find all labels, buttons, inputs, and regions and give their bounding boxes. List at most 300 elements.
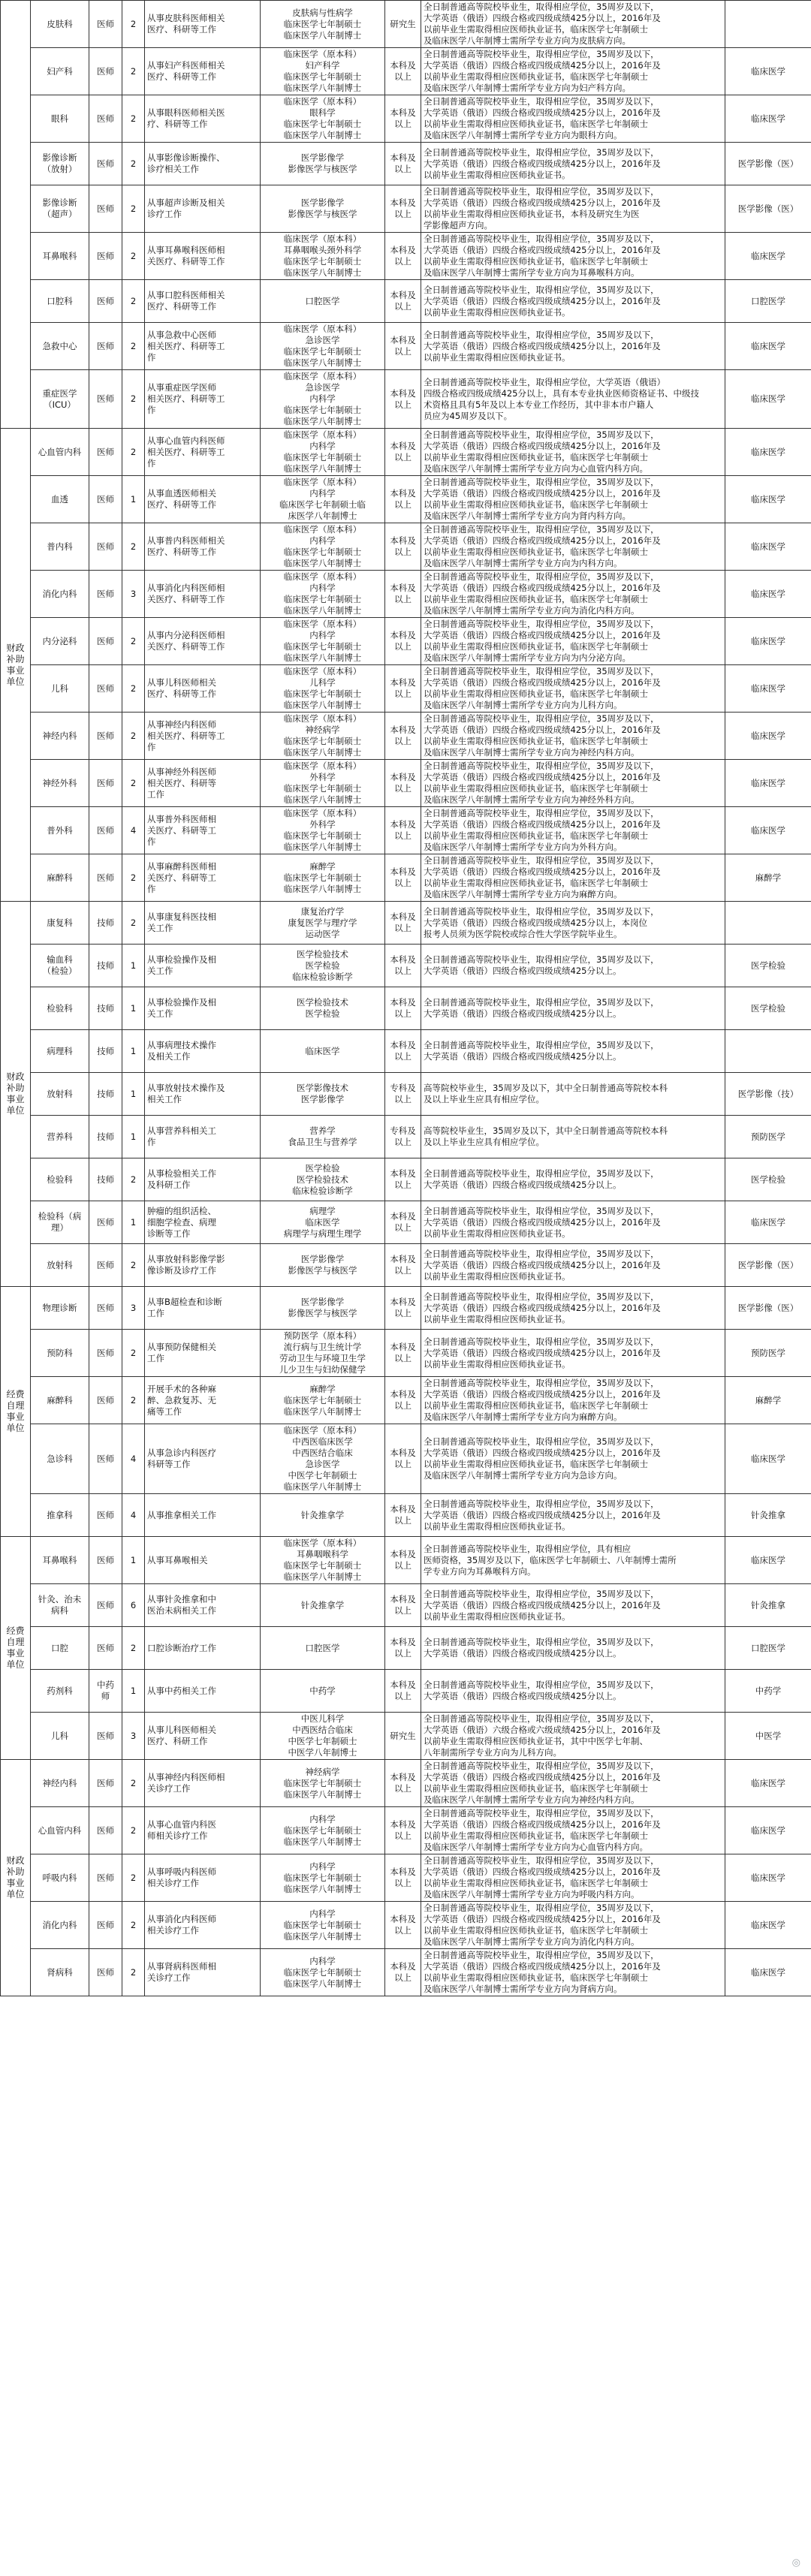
education-cell: 本科及 以上 — [385, 1158, 421, 1201]
qualification-cell: 临床医学 — [725, 713, 811, 760]
dept-cell: 影像诊断 （放射） — [31, 143, 89, 185]
education-cell: 本科及 以上 — [385, 1584, 421, 1627]
education-cell: 本科及 以上 — [385, 665, 421, 713]
count-cell: 2 — [122, 760, 145, 807]
count-cell: 1 — [122, 1670, 145, 1713]
table-row — [1, 1244, 811, 1287]
requirement-cell: 全日制普通高等院校毕业生，取得相应学位，35周岁及以下， 大学英语（俄语）六级合格或六级成绩425分以上，2016年及 以前毕业生需取得相应医师执业证书，其中中医学七年制、 八年制需所学专业方向为儿科方向。 — [421, 1713, 725, 1760]
count-cell: 2 — [122, 1807, 145, 1854]
major-cell: 医学影像学 影像医学与核医学 — [261, 143, 385, 185]
requirement-cell: 全日制普通高等院校毕业生，取得相应学位，35周岁及以下， 大学英语（俄语）四级合格或四级成绩425分以上，2016年及 以前毕业生需取得相应医师执业证书。 — [421, 1584, 725, 1627]
table-row — [1, 665, 811, 713]
education-cell: 本科及 以上 — [385, 143, 421, 185]
major-cell: 临床医学（原本科） 眼科学 临床医学七年制硕士 临床医学八年制博士 — [261, 95, 385, 143]
table-row — [1, 902, 811, 945]
post-cell: 医师 — [89, 665, 122, 713]
duty-cell: 从事呼吸内科医师 相关诊疗工作 — [145, 1854, 261, 1902]
major-cell: 内科学 临床医学七年制硕士 临床医学八年制博士 — [261, 1902, 385, 1949]
dept-cell: 儿科 — [31, 1713, 89, 1760]
post-cell: 医师 — [89, 1537, 122, 1584]
table-row — [1, 1854, 811, 1902]
count-cell: 4 — [122, 1494, 145, 1537]
post-cell: 医师 — [89, 1854, 122, 1902]
duty-cell: 从事眼科医师相关医 疗、科研等工作 — [145, 95, 261, 143]
duty-cell: 从事普外科医师相 关医疗、科研等工 作 — [145, 807, 261, 854]
education-cell: 本科及 以上 — [385, 1201, 421, 1244]
dept-cell: 病理科 — [31, 1030, 89, 1073]
duty-cell: 从事血透医师相关 医疗、科研等工作 — [145, 476, 261, 523]
table-row — [1, 143, 811, 185]
requirement-cell: 全日制普通高等院校毕业生，取得相应学位，35周岁及以下， 大学英语（俄语）四级合格或四级成绩425分以上，2016年及 以前毕业生需取得相应医师执业证书，临床医学七年制硕士 及临床医学八年制博士需所学专业方向为消化内科方向。 — [421, 571, 725, 618]
qualification-cell: 临床医学 — [725, 323, 811, 370]
table-row — [1, 854, 811, 902]
qualification-cell: 临床医学 — [725, 1902, 811, 1949]
qualification-cell: 临床医学 — [725, 618, 811, 665]
requirement-cell: 全日制普通高等院校毕业生，取得相应学位，35周岁及以下， 大学英语（俄语）四级合格或四级成绩425分以上，2016年及 以前毕业生需取得相应医师执业证书，临床医学七年制硕士 及临床医学八年制博士需所学专业方向为皮肤病方向。 — [421, 1, 725, 48]
table-row — [1, 370, 811, 429]
major-cell: 内科学 临床医学七年制硕士 临床医学八年制博士 — [261, 1949, 385, 1996]
duty-cell: 从事消化内科医师相 关医疗、科研等工作 — [145, 571, 261, 618]
education-cell: 研究生 — [385, 1713, 421, 1760]
requirement-cell: 全日制普通高等院校毕业生，取得相应学位，35周岁及以下， 大学英语（俄语）四级合格或四级成绩425分以上，2016年及 以前毕业生需取得相应医师执业证书。 — [421, 280, 725, 323]
post-cell: 医师 — [89, 1, 122, 48]
dept-cell: 神经外科 — [31, 760, 89, 807]
duty-cell: 从事影像诊断操作、 诊疗相关工作 — [145, 143, 261, 185]
dept-cell: 口腔科 — [31, 280, 89, 323]
unit-type-cell: 财政 补助 事业 单位 — [1, 902, 31, 1287]
post-cell: 医师 — [89, 1713, 122, 1760]
requirement-cell: 全日制普通高等院校毕业生，取得相应学位，35周岁及以下， 大学英语（俄语）四级合格或四级成绩425分以上，2016年及 以前毕业生需取得相应医师执业证书。 — [421, 1244, 725, 1287]
count-cell: 2 — [122, 1949, 145, 1996]
requirement-cell: 全日制普通高等院校毕业生，取得相应学位，35周岁及以下， 大学英语（俄语）四级合格或四级成绩425分以上，2016年及 以前毕业生需取得相应医师执业证书，临床医学七年制硕士 及临床医学八年制博士需所学专业方向为神经外科方向。 — [421, 760, 725, 807]
table-row — [1, 1158, 811, 1201]
qualification-cell: 医学影像（医） — [725, 1287, 811, 1330]
qualification-cell: 临床医学 — [725, 571, 811, 618]
qualification-cell: 麻醉学 — [725, 1377, 811, 1424]
post-cell: 中药 师 — [89, 1670, 122, 1713]
duty-cell: 口腔诊断治疗工作 — [145, 1627, 261, 1670]
dept-cell: 消化内科 — [31, 1902, 89, 1949]
duty-cell: 开展手术的各种麻 醉、急救复苏、无 痛等工作 — [145, 1377, 261, 1424]
dept-cell: 康复科 — [31, 902, 89, 945]
major-cell: 临床医学（原本科） 内科学 临床医学七年制硕士临 床医学八年制博士 — [261, 476, 385, 523]
unit-type-cell: 财政 补助 事业 单位 — [1, 429, 31, 902]
education-cell: 本科及 以上 — [385, 1627, 421, 1670]
qualification-cell: 医学影像（医） — [725, 185, 811, 233]
count-cell: 1 — [122, 1201, 145, 1244]
table-body — [1, 1, 811, 1996]
requirement-cell: 高等院校毕业生，35周岁及以下，其中全日制普通高等院校本科 及以上毕业生应具有相应学位。 — [421, 1116, 725, 1158]
count-cell: 2 — [122, 854, 145, 902]
major-cell: 针灸推拿学 — [261, 1494, 385, 1537]
major-cell: 营养学 食品卫生与营养学 — [261, 1116, 385, 1158]
count-cell: 1 — [122, 1030, 145, 1073]
qualification-cell — [725, 1030, 811, 1073]
post-cell: 医师 — [89, 523, 122, 571]
education-cell: 本科及 以上 — [385, 48, 421, 95]
table-row — [1, 323, 811, 370]
education-cell: 本科及 以上 — [385, 1244, 421, 1287]
requirement-cell: 全日制普通高等院校毕业生，取得相应学位，35周岁及以下， 大学英语（俄语）四级合格或四级成绩425分以上，2016年及 以前毕业生需取得相应医师执业证书。 — [421, 1330, 725, 1377]
requirement-cell: 全日制普通高等院校毕业生，取得相应学位，35周岁及以下， 大学英语（俄语）四级合格或四级成绩425分以上，本岗位 报考人员须为医学院校或综合性大学医学院毕业生。 — [421, 902, 725, 945]
qualification-cell: 预防医学 — [725, 1330, 811, 1377]
dept-cell: 普内科 — [31, 523, 89, 571]
qualification-cell: 医学影像（医） — [725, 143, 811, 185]
duty-cell: 从事消化内科医师 相关诊疗工作 — [145, 1902, 261, 1949]
major-cell: 临床医学（原本科） 儿科学 临床医学七年制硕士 临床医学八年制博士 — [261, 665, 385, 713]
dept-cell: 心血管内科 — [31, 429, 89, 476]
qualification-cell: 临床医学 — [725, 370, 811, 429]
major-cell: 口腔医学 — [261, 280, 385, 323]
requirement-cell: 全日制普通高等院校毕业生，取得相应学位，35周岁及以下， 大学英语（俄语）四级合格或四级成绩425分以上，2016年及 以前毕业生需取得相应医师执业证书。 — [421, 1201, 725, 1244]
education-cell: 本科及 以上 — [385, 1537, 421, 1584]
duty-cell: 从事检验操作及相 关工作 — [145, 987, 261, 1030]
requirement-cell: 全日制普通高等院校毕业生，取得相应学位，35周岁及以下， 大学英语（俄语）四级合格或四级成绩425分以上，2016年及 以前毕业生需取得相应医师执业证书，临床医学七年制硕士 及临床医学八年制博士需所学专业方向为儿科方向。 — [421, 665, 725, 713]
dept-cell: 普外科 — [31, 807, 89, 854]
education-cell: 本科及 以上 — [385, 1030, 421, 1073]
post-cell: 技师 — [89, 1116, 122, 1158]
table-row — [1, 1377, 811, 1424]
dept-cell: 药剂科 — [31, 1670, 89, 1713]
qualification-cell: 临床医学 — [725, 1201, 811, 1244]
post-cell: 医师 — [89, 233, 122, 280]
education-cell: 本科及 以上 — [385, 571, 421, 618]
table-row — [1, 1760, 811, 1807]
major-cell: 医学检验 医学检验技术 临床检验诊断学 — [261, 1158, 385, 1201]
duty-cell: 从事针灸推拿和中 医治未病相关工作 — [145, 1584, 261, 1627]
requirement-cell: 全日制普通高等院校毕业生，取得相应学位，35周岁及以下， 大学英语（俄语）四级合格或四级成绩425分以上，2016年及 以前毕业生需取得相应医师执业证书，临床医学七年制硕士 及临床医学八年制博士需所学专业方向为肾内科方向。 — [421, 476, 725, 523]
count-cell: 2 — [122, 713, 145, 760]
duty-cell: 从事急诊内科医疗 科研等工作 — [145, 1424, 261, 1494]
major-cell: 医学影像学 影像医学与核医学 — [261, 185, 385, 233]
dept-cell: 麻醉科 — [31, 1377, 89, 1424]
education-cell: 本科及 以上 — [385, 1287, 421, 1330]
major-cell: 临床医学（原本科） 外科学 临床医学七年制硕士 临床医学八年制博士 — [261, 760, 385, 807]
count-cell: 4 — [122, 1424, 145, 1494]
table-row — [1, 713, 811, 760]
count-cell: 1 — [122, 1073, 145, 1116]
major-cell: 病理学 临床医学 病理学与病理生理学 — [261, 1201, 385, 1244]
count-cell: 2 — [122, 143, 145, 185]
dept-cell: 针灸、治未 病科 — [31, 1584, 89, 1627]
post-cell: 医师 — [89, 280, 122, 323]
dept-cell: 口腔 — [31, 1627, 89, 1670]
duty-cell: 从事神经内科医师 相关医疗、科研等工 作 — [145, 713, 261, 760]
major-cell: 口腔医学 — [261, 1627, 385, 1670]
requirement-cell: 全日制普通高等院校毕业生，取得相应学位，35周岁及以下， 大学英语（俄语）四级合格或四级成绩425分以上。 — [421, 945, 725, 987]
count-cell: 2 — [122, 323, 145, 370]
post-cell: 医师 — [89, 1902, 122, 1949]
requirement-cell: 全日制普通高等院校毕业生，取得相应学位，35周岁及以下， 大学英语（俄语）四级合格或四级成绩425分以上，2016年及 以前毕业生需取得相应医师执业证书，临床医学七年制硕士 及临床医学八年制博士需所学专业方向为妇产科方向。 — [421, 48, 725, 95]
table-row — [1, 48, 811, 95]
duty-cell: 从事心血管内科医师 相关医疗、科研等工 作 — [145, 429, 261, 476]
post-cell: 医师 — [89, 429, 122, 476]
dept-cell: 心血管内科 — [31, 1807, 89, 1854]
education-cell: 研究生 — [385, 1, 421, 48]
qualification-cell: 临床医学 — [725, 1424, 811, 1494]
duty-cell: 从事放射技术操作及 相关工作 — [145, 1073, 261, 1116]
count-cell: 3 — [122, 571, 145, 618]
dept-cell: 耳鼻喉科 — [31, 233, 89, 280]
table-row — [1, 95, 811, 143]
duty-cell: 从事检验相关工作 及科研工作 — [145, 1158, 261, 1201]
education-cell: 本科及 以上 — [385, 476, 421, 523]
dept-cell: 妇产科 — [31, 48, 89, 95]
table-row — [1, 1537, 811, 1584]
post-cell: 医师 — [89, 1424, 122, 1494]
post-cell: 技师 — [89, 1073, 122, 1116]
duty-cell: 从事重症医学医师 相关医疗、科研等工 作 — [145, 370, 261, 429]
major-cell: 临床医学（原本科） 妇产科学 临床医学七年制硕士 临床医学八年制博士 — [261, 48, 385, 95]
qualification-cell: 临床医学 — [725, 1854, 811, 1902]
count-cell: 2 — [122, 902, 145, 945]
qualification-cell: 中药学 — [725, 1670, 811, 1713]
duty-cell: 从事营养科相关工 作 — [145, 1116, 261, 1158]
post-cell: 医师 — [89, 185, 122, 233]
count-cell: 2 — [122, 1330, 145, 1377]
major-cell: 临床医学 — [261, 1030, 385, 1073]
requirement-cell: 全日制普通高等院校毕业生，取得相应学位，35周岁及以下， 大学英语（俄语）四级合格或四级成绩425分以上，2016年及 以前毕业生需取得相应医师执业证书，临床医学七年制硕士 及临床医学八年制博士需所学专业方向为外科方向。 — [421, 807, 725, 854]
duty-cell: 从事超声诊断及相关 诊疗工作 — [145, 185, 261, 233]
education-cell: 本科及 以上 — [385, 807, 421, 854]
duty-cell: 从事心血管内科医 师相关诊疗工作 — [145, 1807, 261, 1854]
major-cell: 临床医学（原本科） 内科学 临床医学七年制硕士 临床医学八年制博士 — [261, 523, 385, 571]
count-cell: 1 — [122, 1116, 145, 1158]
table-row — [1, 1030, 811, 1073]
duty-cell: 从事B超检查和诊断 工作 — [145, 1287, 261, 1330]
table-row — [1, 1201, 811, 1244]
requirement-cell: 全日制普通高等院校毕业生，取得相应学位，35周岁及以下， 大学英语（俄语）四级合格或四级成绩425分以上。 — [421, 1030, 725, 1073]
education-cell: 本科及 以上 — [385, 370, 421, 429]
qualification-cell: 临床医学 — [725, 429, 811, 476]
table-row — [1, 1, 811, 48]
qualification-cell: 临床医学 — [725, 1949, 811, 1996]
post-cell: 医师 — [89, 48, 122, 95]
qualification-cell: 临床医学 — [725, 665, 811, 713]
duty-cell: 从事放射科影像学影 像诊断及诊疗工作 — [145, 1244, 261, 1287]
table-row — [1, 1424, 811, 1494]
post-cell: 技师 — [89, 945, 122, 987]
major-cell: 中药学 — [261, 1670, 385, 1713]
table-row — [1, 233, 811, 280]
education-cell: 本科及 以上 — [385, 618, 421, 665]
count-cell: 2 — [122, 280, 145, 323]
major-cell: 针灸推拿学 — [261, 1584, 385, 1627]
requirement-cell: 全日制普通高等院校毕业生，取得相应学位，35周岁及以下， 大学英语（俄语）四级合格或四级成绩425分以上，2016年及 以前毕业生需取得相应医师执业证书，本科及研究生为医 学影像超声方向。 — [421, 185, 725, 233]
post-cell: 医师 — [89, 854, 122, 902]
post-cell: 医师 — [89, 1807, 122, 1854]
post-cell: 医师 — [89, 1330, 122, 1377]
requirement-cell: 高等院校毕业生，35周岁及以下，其中全日制普通高等院校本科 及以上毕业生应具有相应学位。 — [421, 1073, 725, 1116]
table-row — [1, 987, 811, 1030]
post-cell: 技师 — [89, 902, 122, 945]
dept-cell: 重症医学 （ICU） — [31, 370, 89, 429]
duty-cell: 从事神经内科医师相 关诊疗工作 — [145, 1760, 261, 1807]
major-cell: 中医儿科学 中西医结合临床 中医学七年制硕士 中医学八年制博士 — [261, 1713, 385, 1760]
qualification-cell: 针灸推拿 — [725, 1494, 811, 1537]
count-cell: 1 — [122, 476, 145, 523]
major-cell: 康复治疗学 康复医学与理疗学 运动医学 — [261, 902, 385, 945]
requirement-cell: 全日制普通高等院校毕业生，取得相应学位，35周岁及以下， 大学英语（俄语）四级合格或四级成绩425分以上，2016年及 以前毕业生需取得相应医师执业证书，临床医学七年制硕士 及临床医学八年制博士需所学专业方向为内分泌方向。 — [421, 618, 725, 665]
major-cell: 医学影像学 影像医学与核医学 — [261, 1287, 385, 1330]
count-cell: 2 — [122, 1, 145, 48]
duty-cell: 从事急救中心医师 相关医疗、科研等工 作 — [145, 323, 261, 370]
table-row — [1, 1494, 811, 1537]
requirement-cell: 全日制普通高等院校毕业生，取得相应学位，35周岁及以下， 大学英语（俄语）四级合格或四级成绩425分以上，2016年及 以前毕业生需取得相应医师执业证书，临床医学七年制硕士 及临床医学八年制博士需所学专业方向为耳鼻喉科方向。 — [421, 233, 725, 280]
qualification-cell: 医学检验 — [725, 1158, 811, 1201]
qualification-cell: 临床医学 — [725, 807, 811, 854]
dept-cell: 输血科 （检验） — [31, 945, 89, 987]
requirement-cell: 全日制普通高等院校毕业生，取得相应学位，35周岁及以下， 大学英语（俄语）四级合格或四级成绩425分以上，2016年及 以前毕业生需取得相应医师执业证书，临床医学七年制硕士 及临床医学八年制博士需所学专业方向为消化内科方向。 — [421, 1902, 725, 1949]
major-cell: 临床医学（原本科） 急诊医学 临床医学七年制硕士 临床医学八年制博士 — [261, 323, 385, 370]
major-cell: 预防医学（原本科） 流行病与卫生统计学 劳动卫生与环境卫生学 儿少卫生与妇幼保健学 — [261, 1330, 385, 1377]
requirement-cell: 全日制普通高等院校毕业生，取得相应学位，35周岁及以下， 大学英语（俄语）四级合格或四级成绩425分以上，2016年及 以前毕业生需取得相应医师执业证书。 — [421, 143, 725, 185]
count-cell: 2 — [122, 1760, 145, 1807]
count-cell: 1 — [122, 945, 145, 987]
table-row — [1, 185, 811, 233]
dept-cell: 影像诊断 （超声） — [31, 185, 89, 233]
major-cell: 皮肤病与性病学 临床医学七年制硕士 临床医学八年制博士 — [261, 1, 385, 48]
education-cell: 本科及 以上 — [385, 323, 421, 370]
major-cell: 麻醉学 临床医学七年制硕士 临床医学八年制博士 — [261, 854, 385, 902]
table-row — [1, 1670, 811, 1713]
duty-cell: 从事皮肤科医师相关 医疗、科研等工作 — [145, 1, 261, 48]
qualification-cell: 临床医学 — [725, 760, 811, 807]
major-cell: 医学检验技术 医学检验 — [261, 987, 385, 1030]
table-row — [1, 945, 811, 987]
count-cell: 3 — [122, 1713, 145, 1760]
qualification-cell: 医学检验 — [725, 945, 811, 987]
education-cell: 本科及 以上 — [385, 1330, 421, 1377]
duty-cell: 从事麻醉科医师相 关医疗、科研等工 作 — [145, 854, 261, 902]
qualification-cell: 口腔医学 — [725, 280, 811, 323]
dept-cell: 眼科 — [31, 95, 89, 143]
table-row — [1, 1584, 811, 1627]
requirement-cell: 全日制普通高等院校毕业生，取得相应学位，35周岁及以下， 大学英语（俄语）四级合格或四级成绩425分以上，2016年及 以前毕业生需取得相应医师执业证书，临床医学七年制硕士 及临床医学八年制博士需所学专业方向为呼吸内科方向。 — [421, 1854, 725, 1902]
dept-cell: 放射科 — [31, 1073, 89, 1116]
post-cell: 医师 — [89, 1244, 122, 1287]
count-cell: 2 — [122, 1244, 145, 1287]
table-row — [1, 476, 811, 523]
table-row — [1, 1949, 811, 1996]
education-cell: 本科及 以上 — [385, 854, 421, 902]
dept-cell: 消化内科 — [31, 571, 89, 618]
education-cell: 本科及 以上 — [385, 1494, 421, 1537]
duty-cell: 从事口腔科医师相关 医疗、科研等工作 — [145, 280, 261, 323]
qualification-cell: 临床医学 — [725, 476, 811, 523]
education-cell: 专科及 以上 — [385, 1116, 421, 1158]
requirement-cell: 全日制普通高等院校毕业生，取得相应学位，35周岁及以下， 大学英语（俄语）四级合格或四级成绩425分以上，2016年及 以前毕业生需取得相应医师执业证书，临床医学七年制硕士 及临床医学八年制博士需所学专业方向为神经内科方向。 — [421, 1760, 725, 1807]
duty-cell: 肿瘤的组织活检、 细胞学检查、病理 诊断等工作 — [145, 1201, 261, 1244]
unit-type-cell: 经费 自理 事业 单位 — [1, 1537, 31, 1760]
qualification-cell: 临床医学 — [725, 523, 811, 571]
requirement-cell: 全日制普通高等院校毕业生，取得相应学位，35周岁及以下， 大学英语（俄语）四级合格或四级成绩425分以上，2016年及 以前毕业生需取得相应医师执业证书，临床医学七年制硕士 及临床医学八年制博士需所学专业方向为心血管内科方向。 — [421, 1807, 725, 1854]
major-cell: 麻醉学 临床医学七年制硕士 临床医学八年制博士 — [261, 1377, 385, 1424]
post-cell: 医师 — [89, 760, 122, 807]
requirement-cell: 全日制普通高等院校毕业生，取得相应学位，35周岁及以下， 大学英语（俄语）四级合格或四级成绩425分以上，2016年及 以前毕业生需取得相应医师执业证书，临床医学七年制硕士 及临床医学八年制博士需所学专业方向为麻醉方向。 — [421, 854, 725, 902]
major-cell: 临床医学（原本科） 中西医临床医学 中西医结合临床 急诊医学 中医学七年制硕士 临床医学八年制博士 — [261, 1424, 385, 1494]
duty-cell: 从事耳鼻喉相关 — [145, 1537, 261, 1584]
education-cell: 本科及 以上 — [385, 185, 421, 233]
table-row — [1, 280, 811, 323]
education-cell: 本科及 以上 — [385, 1854, 421, 1902]
dept-cell: 急救中心 — [31, 323, 89, 370]
requirement-cell: 全日制普通高等院校毕业生，取得相应学位，35周岁及以下， 大学英语（俄语）四级合格或四级成绩425分以上，2016年及 以前毕业生需取得相应医师执业证书。 — [421, 1494, 725, 1537]
qualification-cell: 临床医学 — [725, 233, 811, 280]
qualification-cell: 预防医学 — [725, 1116, 811, 1158]
education-cell: 本科及 以上 — [385, 902, 421, 945]
major-cell: 临床医学（原本科） 内科学 临床医学七年制硕士 临床医学八年制博士 — [261, 429, 385, 476]
education-cell: 本科及 以上 — [385, 280, 421, 323]
post-cell: 技师 — [89, 987, 122, 1030]
qualification-cell: 针灸推拿 — [725, 1584, 811, 1627]
dept-cell: 耳鼻喉科 — [31, 1537, 89, 1584]
count-cell: 2 — [122, 233, 145, 280]
table-row — [1, 807, 811, 854]
count-cell: 2 — [122, 1902, 145, 1949]
education-cell: 本科及 以上 — [385, 987, 421, 1030]
table-row — [1, 1116, 811, 1158]
post-cell: 医师 — [89, 1584, 122, 1627]
requirement-cell: 全日制普通高等院校毕业生，取得相应学位，35周岁及以下， 大学英语（俄语）四级合格或四级成绩425分以上，2016年及 以前毕业生需取得相应医师执业证书，临床医学七年制硕士 及临床医学八年制博士需所学专业方向为眼科方向。 — [421, 95, 725, 143]
education-cell: 本科及 以上 — [385, 1424, 421, 1494]
duty-cell: 从事推拿相关工作 — [145, 1494, 261, 1537]
count-cell: 2 — [122, 370, 145, 429]
dept-cell: 麻醉科 — [31, 854, 89, 902]
dept-cell: 呼吸内科 — [31, 1854, 89, 1902]
education-cell: 本科及 以上 — [385, 1949, 421, 1996]
education-cell: 本科及 以上 — [385, 95, 421, 143]
post-cell: 医师 — [89, 1627, 122, 1670]
table-row — [1, 1902, 811, 1949]
requirement-cell: 全日制普通高等院校毕业生，取得相应学位，35周岁及以下， 大学英语（俄语）四级合格或四级成绩425分以上，2016年及 以前毕业生需取得相应医师执业证书，临床医学七年制硕士 及临床医学八年制博士需所学专业方向为内科方向。 — [421, 523, 725, 571]
post-cell: 医师 — [89, 1494, 122, 1537]
qualification-cell: 临床医学 — [725, 1807, 811, 1854]
post-cell: 医师 — [89, 807, 122, 854]
dept-cell: 儿科 — [31, 665, 89, 713]
count-cell: 1 — [122, 1537, 145, 1584]
dept-cell: 预防科 — [31, 1330, 89, 1377]
education-cell: 本科及 以上 — [385, 1807, 421, 1854]
major-cell: 内科学 临床医学七年制硕士 临床医学八年制博士 — [261, 1807, 385, 1854]
count-cell: 2 — [122, 95, 145, 143]
unit-type-cell — [1, 1, 31, 429]
post-cell: 医师 — [89, 476, 122, 523]
major-cell: 临床医学（原本科） 耳鼻咽喉科学 临床医学七年制硕士 临床医学八年制博士 — [261, 1537, 385, 1584]
dept-cell: 皮肤科 — [31, 1, 89, 48]
dept-cell: 神经内科 — [31, 1760, 89, 1807]
duty-cell: 从事儿科医师相关 医疗、科研等工作 — [145, 665, 261, 713]
table-row — [1, 760, 811, 807]
requirement-cell: 全日制普通高等院校毕业生，取得相应学位，35周岁及以下， 大学英语（俄语）四级合格或四级成绩425分以上。 — [421, 1670, 725, 1713]
count-cell: 4 — [122, 807, 145, 854]
table-row — [1, 1330, 811, 1377]
count-cell: 6 — [122, 1584, 145, 1627]
duty-cell: 从事普内科医师相关 医疗、科研等工作 — [145, 523, 261, 571]
requirement-cell: 全日制普通高等院校毕业生，取得相应学位，35周岁及以下， 大学英语（俄语）四级合格或四级成绩425分以上，2016年及 以前毕业生需取得相应医师执业证书，临床医学七年制硕士 及临床医学八年制博士需所学专业方向为心血管内科方向。 — [421, 429, 725, 476]
table-row — [1, 523, 811, 571]
education-cell: 本科及 以上 — [385, 760, 421, 807]
dept-cell: 推拿科 — [31, 1494, 89, 1537]
dept-cell: 检验科（病 理） — [31, 1201, 89, 1244]
qualification-cell: 麻醉学 — [725, 854, 811, 902]
major-cell: 内科学 临床医学七年制硕士 临床医学八年制博士 — [261, 1854, 385, 1902]
count-cell: 2 — [122, 48, 145, 95]
post-cell: 医师 — [89, 370, 122, 429]
post-cell: 医师 — [89, 1760, 122, 1807]
table-row — [1, 429, 811, 476]
post-cell: 医师 — [89, 1287, 122, 1330]
